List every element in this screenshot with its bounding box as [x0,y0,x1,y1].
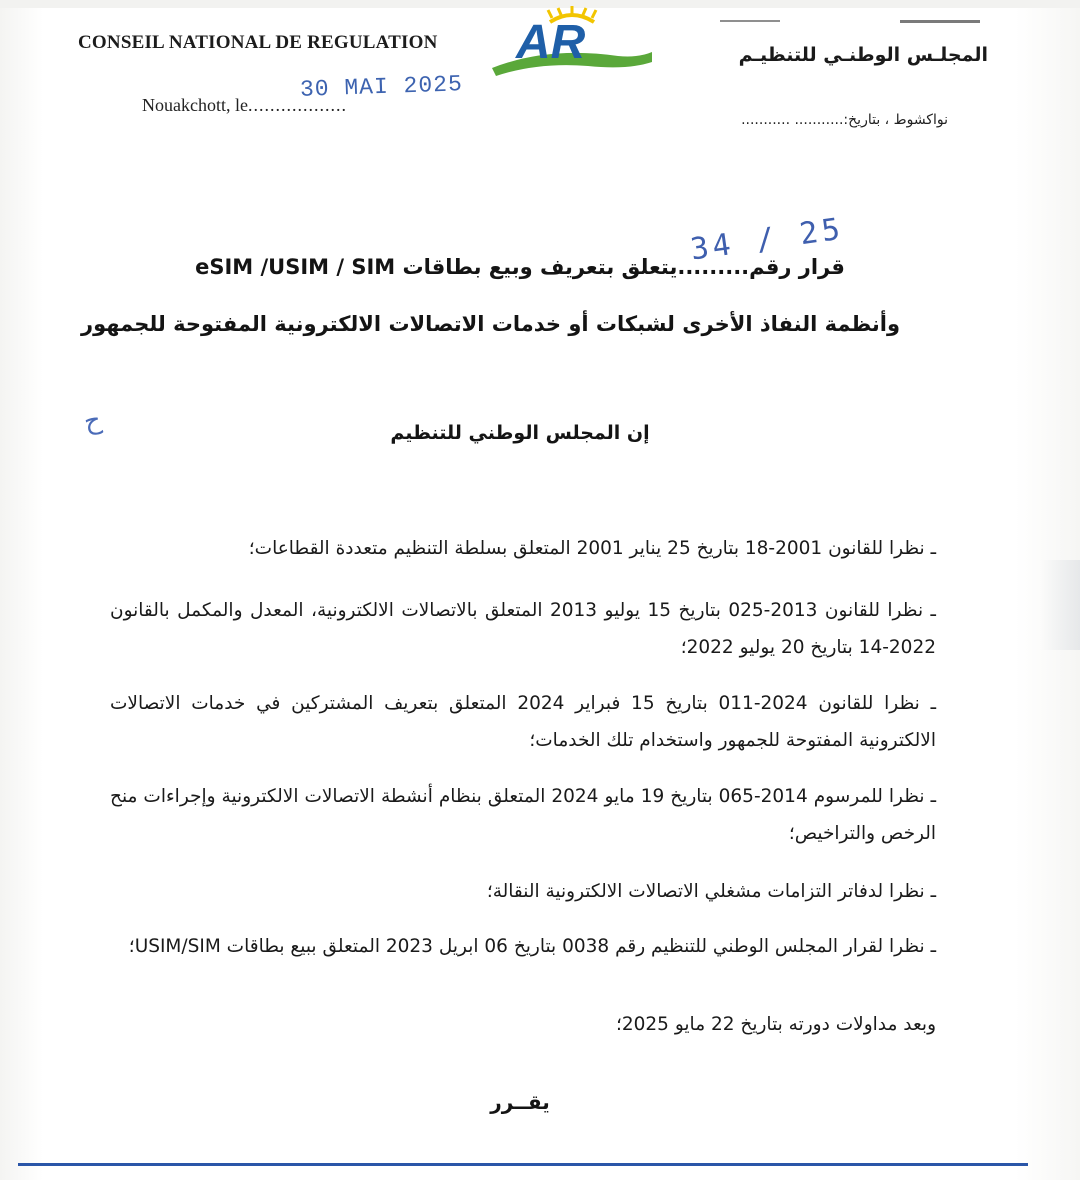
scan-edge-shadow [1040,560,1080,650]
handwritten-reference-number: 34 / 25 [688,211,847,268]
recital-2: ـ نظرا للقانون 2013-025 بتاريخ 15 يوليو 2013 المتعلق بالاتصالات الالكترونية، المعدل والمكمل بالقانون 2022-14 بتاريخ 20 يوليو 2022؛ [110,600,936,658]
recital-5: ـ نظرا لدفاتر التزامات مشغلي الاتصالات الالكترونية النقالة؛ [486,881,936,902]
organization-name-arabic: المجلـس الوطنـي للتنظيـم [738,44,988,66]
recital-1: ـ نظرا للقانون 2001-18 بتاريخ 25 يناير 2001 المتعلق بسلطة التنظيم متعددة القطاعات؛ [248,538,936,559]
decision-title-line-1: قرار رقم.........يتعلق بتعريف وبيع بطاقات eSIM /USIM / SIM [195,255,845,279]
arabic-header-residue-left [720,6,780,22]
organization-name-french: CONSEIL NATIONAL DE REGULATION [78,32,438,53]
place-label-french: Nouakchott, le [142,95,248,115]
preamble-heading: إن المجلس الوطني للتنظيم [390,422,650,444]
arabic-header-residue-right [900,10,980,23]
place-date-arabic: نواكشوط ، بتاريخ:........... ........... [741,112,948,128]
logo-letters: AR [516,16,586,69]
date-stamp: 30 MAI 2025 [299,71,464,103]
decision-title-line-2: وأنظمة النفاذ الأخرى لشبكات أو خدمات الاتصالات الالكترونية المفتوحة للجمهور [81,312,900,336]
date-blank-french: .................. [247,95,347,115]
recital-6: ـ نظرا لقرار المجلس الوطني للتنظيم رقم 0038 بتاريخ 06 ابريل 2023 المتعلق ببيع بطاقات USIM/SIM؛ [128,936,936,957]
handwritten-initial-mark: ح [81,404,104,438]
recital-4: ـ نظرا للمرسوم 2014-065 بتاريخ 19 مايو 2024 المتعلق بنظام أنشطة الاتصالات الالكترونية وإجراءات منح الرخص والتراخيص؛ [110,786,936,844]
deliberation-clause: وبعد مداولات دورته بتاريخ 22 مايو 2025؛ [615,1014,936,1035]
regulator-logo [488,6,656,82]
decides-heading: يقــرر [490,1090,550,1114]
footer-rule [18,1163,1028,1166]
recital-3: ـ نظرا للقانون 2024-011 بتاريخ 15 فبراير 2024 المتعلق بتعريف المشتركين في خدمات الاتصالات الالكترونية المفتوحة للجمهور واستخدام تلك الخدمات؛ [110,693,936,751]
